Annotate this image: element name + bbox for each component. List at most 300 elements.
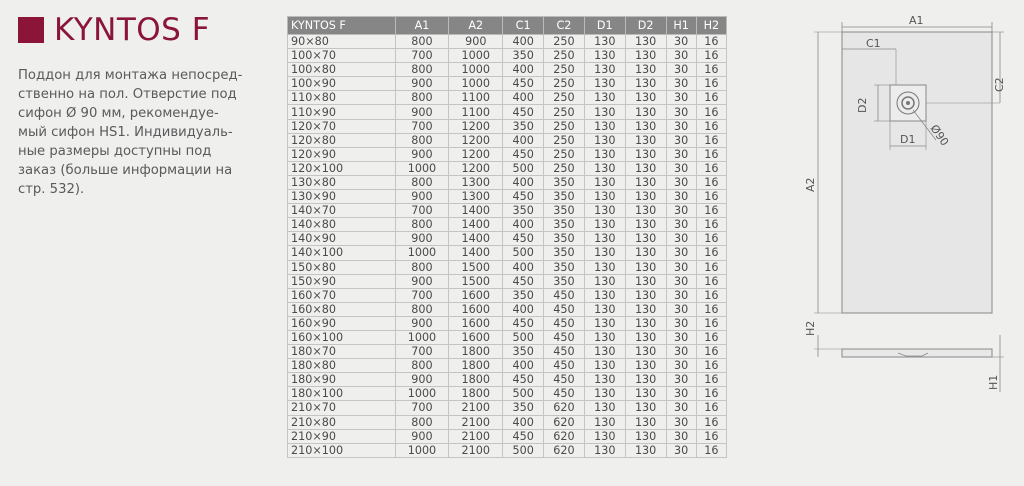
dimension-cell: 130 (584, 429, 625, 443)
dimension-cell: 1000 (449, 63, 503, 77)
dimension-cell: 130 (584, 63, 625, 77)
dimension-cell: 30 (666, 302, 696, 316)
dimension-cell: 30 (666, 274, 696, 288)
dimension-cell: 16 (696, 401, 726, 415)
size-cell: 210×90 (288, 429, 396, 443)
dimension-cell: 1400 (449, 218, 503, 232)
dimension-cell: 400 (503, 302, 544, 316)
dimension-cell: 30 (666, 105, 696, 119)
column-header: H2 (696, 17, 726, 35)
dimension-cell: 130 (625, 401, 666, 415)
c2-label: C2 (993, 77, 1006, 92)
table-row (288, 133, 727, 147)
dimension-cell: 30 (666, 35, 696, 49)
dimension-cell: 1600 (449, 316, 503, 330)
dimension-cell: 130 (584, 147, 625, 161)
dimension-cell: 130 (584, 443, 625, 457)
size-cell: 160×90 (288, 316, 396, 330)
dimension-cell: 1800 (449, 387, 503, 401)
dimension-cell: 1800 (449, 373, 503, 387)
dimension-cell: 1100 (449, 91, 503, 105)
dimension-cell: 16 (696, 63, 726, 77)
dimension-cell: 130 (625, 133, 666, 147)
size-cell: 120×80 (288, 133, 396, 147)
dimension-cell: 350 (544, 246, 585, 260)
dimension-cell: 130 (625, 232, 666, 246)
dimension-cell: 620 (544, 415, 585, 429)
dimension-cell: 16 (696, 429, 726, 443)
dimension-cell: 450 (503, 190, 544, 204)
table-row (288, 359, 727, 373)
dimension-cell: 130 (584, 415, 625, 429)
table-row (288, 429, 727, 443)
size-cell: 160×80 (288, 302, 396, 316)
dimension-cell: 16 (696, 190, 726, 204)
dimension-cell: 900 (395, 373, 449, 387)
dimension-cell: 400 (503, 359, 544, 373)
size-cell: 120×100 (288, 161, 396, 175)
dimension-cell: 130 (625, 35, 666, 49)
dimension-cell: 130 (584, 330, 625, 344)
table-row (288, 260, 727, 274)
dimension-cell: 130 (625, 204, 666, 218)
dimension-cell: 16 (696, 161, 726, 175)
dimension-cell: 1300 (449, 175, 503, 189)
dimension-cell: 130 (584, 133, 625, 147)
dimension-cell: 30 (666, 373, 696, 387)
dimension-cell: 30 (666, 147, 696, 161)
dimension-cell: 130 (584, 288, 625, 302)
dimension-cell: 1200 (449, 161, 503, 175)
shower-tray-diagram (778, 0, 1024, 486)
dimension-cell: 1500 (449, 274, 503, 288)
dimension-cell: 130 (625, 260, 666, 274)
dimension-cell: 400 (503, 91, 544, 105)
dimension-cell: 30 (666, 429, 696, 443)
dimension-cell: 30 (666, 316, 696, 330)
dimension-cell: 130 (584, 302, 625, 316)
dimension-cell: 130 (625, 302, 666, 316)
dimension-cell: 2100 (449, 429, 503, 443)
table-row (288, 443, 727, 457)
dimension-cell: 620 (544, 401, 585, 415)
dimension-cell: 16 (696, 49, 726, 63)
dimension-cell: 130 (625, 316, 666, 330)
dimension-cell: 30 (666, 190, 696, 204)
size-cell: 100×80 (288, 63, 396, 77)
dimension-cell: 130 (625, 246, 666, 260)
dimension-cell: 800 (395, 133, 449, 147)
dimension-cell: 30 (666, 218, 696, 232)
dimension-cell: 1800 (449, 345, 503, 359)
size-cell: 140×90 (288, 232, 396, 246)
table-row (288, 232, 727, 246)
dimension-cell: 16 (696, 204, 726, 218)
size-cell: 110×80 (288, 91, 396, 105)
dimension-cell: 250 (544, 147, 585, 161)
dimension-cell: 900 (395, 190, 449, 204)
page-heading (18, 12, 210, 48)
size-cell: 150×80 (288, 260, 396, 274)
column-header: A2 (449, 17, 503, 35)
dimension-cell: 250 (544, 105, 585, 119)
table-row (288, 204, 727, 218)
dimension-cell: 1500 (449, 260, 503, 274)
dimension-cell: 450 (544, 373, 585, 387)
table-row (288, 373, 727, 387)
column-header: A1 (395, 17, 449, 35)
dimension-cell: 450 (544, 316, 585, 330)
dimension-cell: 130 (584, 232, 625, 246)
dimension-cell: 450 (503, 429, 544, 443)
dimension-cell: 16 (696, 330, 726, 344)
dimension-cell: 620 (544, 443, 585, 457)
dimension-cell: 700 (395, 288, 449, 302)
table-row (288, 415, 727, 429)
dimension-cell: 620 (544, 429, 585, 443)
size-cell: 210×70 (288, 401, 396, 415)
dimension-cell: 130 (625, 49, 666, 63)
table-row (288, 190, 727, 204)
dimension-cell: 130 (584, 387, 625, 401)
dimension-cell: 350 (544, 232, 585, 246)
dimension-cell: 16 (696, 345, 726, 359)
dimension-cell: 1600 (449, 330, 503, 344)
dimension-cell: 350 (544, 274, 585, 288)
dimension-cell: 2100 (449, 401, 503, 415)
table-row (288, 387, 727, 401)
dimension-cell: 250 (544, 35, 585, 49)
dimension-cell: 250 (544, 77, 585, 91)
size-cell: 160×70 (288, 288, 396, 302)
dimension-cell: 30 (666, 133, 696, 147)
dimension-cell: 900 (395, 316, 449, 330)
table-row (288, 91, 727, 105)
dimension-cell: 250 (544, 91, 585, 105)
dimension-cell: 900 (395, 274, 449, 288)
dimension-cell: 16 (696, 246, 726, 260)
size-cell: 100×70 (288, 49, 396, 63)
table-row (288, 302, 727, 316)
dimension-cell: 30 (666, 232, 696, 246)
dimension-cell: 130 (584, 218, 625, 232)
dimension-cell: 16 (696, 147, 726, 161)
dimension-cell: 30 (666, 415, 696, 429)
dimension-cell: 16 (696, 77, 726, 91)
dimension-cell: 350 (503, 204, 544, 218)
dimension-cell: 450 (503, 147, 544, 161)
table-row (288, 161, 727, 175)
dimension-cell: 16 (696, 274, 726, 288)
dimension-cell: 350 (544, 218, 585, 232)
dimension-cell: 1000 (395, 246, 449, 260)
size-cell: 160×100 (288, 330, 396, 344)
dimension-cell: 130 (584, 91, 625, 105)
dimension-cell: 30 (666, 260, 696, 274)
tray-outline (842, 32, 992, 313)
dimension-cell: 350 (544, 260, 585, 274)
h1-label: H1 (987, 374, 1000, 390)
dimension-cell: 350 (503, 401, 544, 415)
table-row (288, 288, 727, 302)
table-row (288, 274, 727, 288)
d2-label: D2 (856, 97, 869, 113)
dimension-cell: 800 (395, 35, 449, 49)
dimension-cell: 16 (696, 175, 726, 189)
dimension-cell: 130 (625, 175, 666, 189)
dimension-cell: 900 (395, 77, 449, 91)
dimension-cell: 1400 (449, 246, 503, 260)
dimension-cell: 400 (503, 175, 544, 189)
dimension-cell: 250 (544, 119, 585, 133)
dimension-cell: 450 (544, 359, 585, 373)
dimension-cell: 130 (625, 443, 666, 457)
dimension-cell: 30 (666, 161, 696, 175)
dimension-cell: 16 (696, 133, 726, 147)
drain-diameter-label: Ø90 (927, 122, 952, 149)
table-row (288, 105, 727, 119)
dimension-cell: 130 (584, 119, 625, 133)
dimension-cell: 700 (395, 204, 449, 218)
dimension-cell: 400 (503, 260, 544, 274)
d1-label: D1 (900, 133, 916, 146)
dimension-cell: 450 (544, 387, 585, 401)
dimension-cell: 130 (625, 147, 666, 161)
dimension-cell: 1000 (395, 330, 449, 344)
dimension-cell: 450 (503, 373, 544, 387)
dimension-cell: 130 (625, 288, 666, 302)
dimension-cell: 700 (395, 401, 449, 415)
dimension-cell: 30 (666, 175, 696, 189)
dimension-cell: 130 (584, 175, 625, 189)
dimension-cell: 500 (503, 443, 544, 457)
dimension-cell: 250 (544, 63, 585, 77)
dimension-cell: 130 (584, 49, 625, 63)
dimension-cell: 2100 (449, 415, 503, 429)
dimension-cell: 1300 (449, 190, 503, 204)
dimension-cell: 16 (696, 415, 726, 429)
size-cell: 180×80 (288, 359, 396, 373)
dimension-cell: 130 (625, 218, 666, 232)
column-header: H1 (666, 17, 696, 35)
size-cell: 100×90 (288, 77, 396, 91)
dimension-cell: 16 (696, 359, 726, 373)
dimension-cell: 450 (544, 302, 585, 316)
dimension-cell: 30 (666, 49, 696, 63)
table-row (288, 330, 727, 344)
dimension-cell: 30 (666, 330, 696, 344)
size-cell: 140×70 (288, 204, 396, 218)
dimension-cell: 450 (544, 330, 585, 344)
table-row (288, 77, 727, 91)
dimension-cell: 350 (503, 345, 544, 359)
dimension-cell: 16 (696, 373, 726, 387)
dimension-cell: 450 (503, 274, 544, 288)
dimension-cell: 400 (503, 218, 544, 232)
column-header: C1 (503, 17, 544, 35)
dimension-cell: 16 (696, 260, 726, 274)
dimension-cell: 130 (584, 316, 625, 330)
dimension-cell: 30 (666, 246, 696, 260)
dimension-cell: 130 (584, 246, 625, 260)
dimension-cell: 130 (625, 359, 666, 373)
dimension-cell: 30 (666, 63, 696, 77)
dimension-cell: 130 (584, 345, 625, 359)
dimension-cell: 450 (503, 77, 544, 91)
size-cell: 110×90 (288, 105, 396, 119)
dimension-cell: 1200 (449, 119, 503, 133)
dimension-cell: 800 (395, 302, 449, 316)
dimension-cell: 800 (395, 415, 449, 429)
table-header-row (288, 17, 727, 35)
dimension-cell: 250 (544, 133, 585, 147)
table-row (288, 119, 727, 133)
dimension-cell: 400 (503, 415, 544, 429)
dimension-cell: 130 (625, 91, 666, 105)
dimension-cell: 400 (503, 63, 544, 77)
size-cell: 120×90 (288, 147, 396, 161)
size-cell: 180×100 (288, 387, 396, 401)
dimension-cell: 130 (584, 359, 625, 373)
dimension-cell: 130 (625, 330, 666, 344)
dimension-cell: 350 (503, 288, 544, 302)
dimension-cell: 130 (625, 345, 666, 359)
dimension-cell: 130 (584, 401, 625, 415)
table-row (288, 35, 727, 49)
size-cell: 130×80 (288, 175, 396, 189)
table-row (288, 49, 727, 63)
dimension-cell: 130 (584, 35, 625, 49)
dimension-cell: 400 (503, 35, 544, 49)
size-cell: 210×100 (288, 443, 396, 457)
dimension-cell: 30 (666, 204, 696, 218)
dimension-cell: 1000 (395, 161, 449, 175)
dimension-cell: 350 (503, 119, 544, 133)
dimension-cell: 450 (503, 232, 544, 246)
table-row (288, 63, 727, 77)
dimensions-table (287, 16, 727, 458)
dimension-cell: 16 (696, 302, 726, 316)
c1-label: C1 (866, 37, 881, 50)
size-cell: 180×70 (288, 345, 396, 359)
dimension-cell: 1000 (449, 77, 503, 91)
table-row (288, 175, 727, 189)
dimension-cell: 130 (584, 105, 625, 119)
dimension-cell: 16 (696, 218, 726, 232)
dimension-cell: 500 (503, 161, 544, 175)
size-cell: 210×80 (288, 415, 396, 429)
dimension-cell: 16 (696, 105, 726, 119)
drain-center-icon (906, 101, 910, 105)
dimension-cell: 500 (503, 387, 544, 401)
dimension-cell: 900 (395, 147, 449, 161)
column-header: KYNTOS F (288, 17, 396, 35)
dimension-cell: 30 (666, 387, 696, 401)
dimension-cell: 130 (625, 373, 666, 387)
dimension-cell: 16 (696, 387, 726, 401)
dimension-cell: 130 (625, 105, 666, 119)
dimension-cell: 250 (544, 49, 585, 63)
dimension-cell: 800 (395, 63, 449, 77)
dimension-cell: 700 (395, 119, 449, 133)
dimension-cell: 130 (625, 274, 666, 288)
brand-square-icon (18, 17, 44, 43)
dimension-cell: 130 (625, 119, 666, 133)
table-row (288, 147, 727, 161)
dimension-cell: 350 (544, 190, 585, 204)
dimension-cell: 350 (544, 204, 585, 218)
dimension-cell: 900 (449, 35, 503, 49)
dimension-cell: 1000 (395, 387, 449, 401)
dimension-cell: 30 (666, 401, 696, 415)
dimension-cell: 450 (544, 288, 585, 302)
dimension-cell: 16 (696, 91, 726, 105)
dimension-cell: 700 (395, 345, 449, 359)
dimension-cell: 16 (696, 316, 726, 330)
dimension-cell: 500 (503, 246, 544, 260)
dimension-cell: 30 (666, 77, 696, 91)
dimension-cell: 130 (584, 190, 625, 204)
dimension-cell: 800 (395, 218, 449, 232)
column-header: C2 (544, 17, 585, 35)
dimension-cell: 400 (503, 133, 544, 147)
table-row (288, 218, 727, 232)
table-row (288, 316, 727, 330)
dimension-cell: 900 (395, 232, 449, 246)
dimension-cell: 800 (395, 260, 449, 274)
dimension-cell: 1000 (449, 49, 503, 63)
dimension-cell: 130 (625, 387, 666, 401)
dimension-cell: 450 (503, 316, 544, 330)
dimension-cell: 130 (625, 415, 666, 429)
dimension-cell: 2100 (449, 443, 503, 457)
dimension-cell: 130 (625, 161, 666, 175)
size-cell: 120×70 (288, 119, 396, 133)
dimension-cell: 130 (584, 373, 625, 387)
dimension-cell: 1600 (449, 288, 503, 302)
dimension-cell: 30 (666, 288, 696, 302)
dimension-cell: 30 (666, 345, 696, 359)
dimension-cell: 130 (584, 161, 625, 175)
dimension-cell: 30 (666, 91, 696, 105)
dimension-cell: 800 (395, 175, 449, 189)
size-cell: 180×90 (288, 373, 396, 387)
dimension-cell: 1200 (449, 133, 503, 147)
dimension-cell: 800 (395, 91, 449, 105)
dimension-cell: 1000 (395, 443, 449, 457)
dimension-cell: 700 (395, 49, 449, 63)
dimension-cell: 130 (584, 260, 625, 274)
table-row (288, 345, 727, 359)
dimension-cell: 250 (544, 161, 585, 175)
dimension-cell: 1400 (449, 232, 503, 246)
dimension-cell: 130 (625, 63, 666, 77)
dimension-cell: 30 (666, 359, 696, 373)
size-cell: 140×80 (288, 218, 396, 232)
product-title: KYNTOS F (54, 12, 211, 48)
table-body (288, 35, 727, 458)
dimension-cell: 1600 (449, 302, 503, 316)
dimension-cell: 1100 (449, 105, 503, 119)
dimension-cell: 350 (503, 49, 544, 63)
dimension-cell: 16 (696, 232, 726, 246)
dimension-cell: 130 (584, 77, 625, 91)
dimension-cell: 16 (696, 443, 726, 457)
dimension-cell: 500 (503, 330, 544, 344)
dimension-cell: 16 (696, 288, 726, 302)
dimension-cell: 30 (666, 443, 696, 457)
a1-label: A1 (909, 14, 924, 27)
